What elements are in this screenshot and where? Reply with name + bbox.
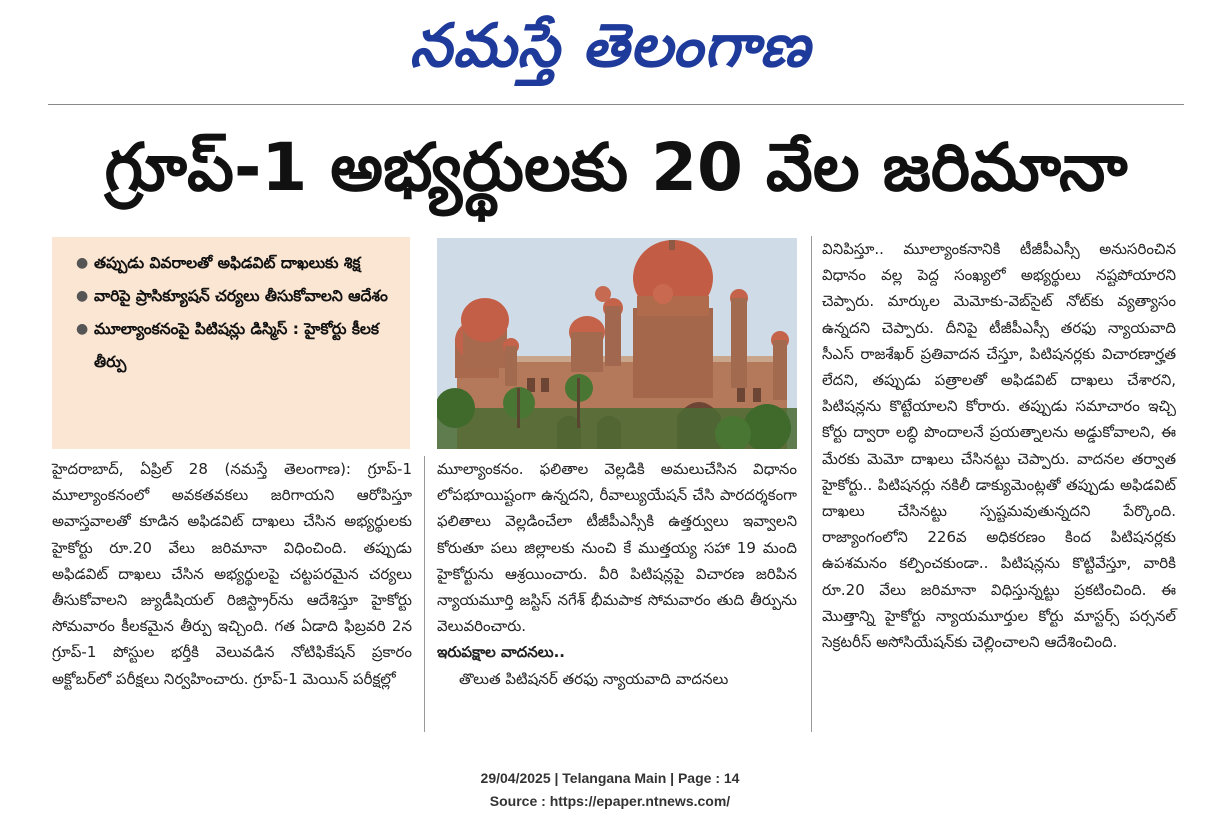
highlight-item: [76, 313, 396, 379]
article-paragraph: హైదరాబాద్‌, ఏప్రిల్‌ 28 (నమస్తే తెలంగాణ): గ్రూప్‌-1 మూల్యాంకనంలో అవకతవకలు జరిగాయని ఆరోపిస్తూ అవాస్తవాలతో కూడిన అఫిడవిట్‌ దాఖలు చేసిన అభ్యర్థులకు హైకోర్టు రూ.20 వేలు జరిమానా విధించింది. తప్పుడు అఫిడవిట్‌ దాఖలు చేసిన అభ్యర్థులపై చట్టపరమైన చర్యలు తీసుకోవాలని జ్యుడీషియల్‌ రిజిస్ట్రార్‌ను ఆదేశిస్తూ హైకోర్టు సోమవారం కీలకమైన తీర్పు ఇచ్చింది. గత ఏడాది ఫిబ్రవరి 2న గ్రూప్‌-1 పోస్టుల భర్తీకి వెలువడిన నోటిఫికేషన్‌ ప్రకారం అక్టోబర్‌లో పరీక్షలు నిర్వహించారు. గ్రూప్‌-1 మెయిన్‌ పరీక్షల్లో: [52, 460, 412, 688]
bullet-icon: ●: [76, 255, 89, 271]
article-paragraph: తొలుత పిటిషనర్‌ తరఫు న్యాయవాది వాదనలు: [459, 669, 729, 688]
bullet-icon: ●: [76, 321, 89, 337]
article-column-2: [437, 456, 797, 692]
highlight-text: తప్పుడు వివరాలతో అఫిడవిట్‌ దాఖలుకు శిక్ష: [94, 254, 361, 272]
masthead-divider: [48, 104, 1184, 105]
highlight-item: [76, 280, 396, 313]
article-paragraph: వినిపిస్తూ.. మూల్యాంకనానికి టీజీపీఎస్సీ అనుసరించిన విధానం వల్ల పెద్ద సంఖ్యలో అభ్యర్థులు నష్టపోయారని చెప్పారు. మార్కుల మెమోకు-వెబ్‌సైట్‌ నోట్‌కు వ్యత్యాసం ఉన్నదని చెప్పారు. దీనిపై టీజీపీఎస్సీ తరఫు న్యాయవాది సీఎస్‌ రాజశేఖర్‌ ప్రతివాదన చేస్తూ, పిటిషనర్లకు విచారణార్హత లేదని, తప్పుడు పత్రాలతో అఫిడవిట్‌ దాఖలు చేశారని, పిటిషన్లను కొట్టేయాలని కోరారు. తప్పుడు సమాచారం ఇచ్చి కోర్టు ద్వారా లబ్ధి పొందాలనే ప్రయత్నాలను అడ్డుకోవాలని, ఈ మేరకు మెమో దాఖలు చేసినట్టు చెప్పారు. వాదనల తర్వాత హైకోర్టు.. పిటిషనర్లు నకిలీ డాక్యుమెంట్లతో తప్పుడు అఫిడవిట్‌ దాఖలు చేసినట్టు స్పష్టమవుతున్నదని పేర్కొంది. రాజ్యాంగంలోని 226వ అధికరణం కింద పిటిషనర్లకు ఉపశమనం కల్పించకుండా.. పిటిషన్లను కొట్టివేస్తూ, వారికి రూ.20 వేలు జరిమానా విధిస్తున్నట్టు ప్రకటించింది. ఈ మొత్తాన్ని హైకోర్టు న్యాయమూర్తుల కోర్టు మాస్టర్స్‌ పర్సనల్‌ సెక్రటరీస్‌ అసోసియేషన్‌కు చెల్లించాలని ఆదేశించింది.: [822, 240, 1176, 652]
article-paragraph: మూల్యాంకనం. ఫలితాల వెల్లడికి అమలుచేసిన విధానం లోపభూయిష్టంగా ఉన్నదని, రీవాల్యుయేషన్‌ చేసి పారదర్శకంగా ఫలితాలు వెల్లడించేలా టీజీపీఎస్సీకి ఉత్తర్వులు ఇవ్వాలని కోరుతూ పలు జిల్లాలకు నుంచి కే ముత్తయ్య సహా 19 మంది హైకోర్టును ఆశ్రయించారు. వీరి పిటిషన్లపై విచారణ జరిపిన న్యాయమూర్తి జస్టిస్‌ నగేశ్‌ భీమపాక సోమవారం తుది తీర్పును వెలువరించారు.: [437, 460, 797, 636]
article-subheading: ఇరుపక్షాల వాదనలు..: [437, 643, 566, 662]
high-court-building-illustration: [437, 238, 797, 449]
highlight-text: మూల్యాంకనంపై పిటిషన్లు డిస్మిస్‌ : హైకోర్టు కీలక తీర్పు: [94, 320, 379, 371]
high-court-photo: [437, 238, 797, 449]
column-divider: [811, 236, 812, 732]
article-column-3: [822, 236, 1176, 655]
footer-source: Source : https://epaper.ntnews.com/: [489, 793, 731, 809]
article-headline: గ్రూప్‌-1 అభ్యర్థులకు 20 వేల జరిమానా: [104, 129, 1128, 206]
footer-date-page: 29/04/2025 | Telangana Main | Page : 14: [480, 770, 740, 786]
highlight-text: వారిపై ప్రాసిక్యూషన్‌ చర్యలు తీసుకోవాలని ఆదేశం: [94, 287, 388, 305]
newspaper-masthead: నమస్తే తెలంగాణ: [409, 11, 811, 81]
highlights-box: [52, 237, 410, 449]
article-column-1: [52, 456, 412, 692]
highlight-item: [76, 247, 396, 280]
bullet-icon: ●: [76, 288, 89, 304]
column-divider: [424, 456, 425, 732]
